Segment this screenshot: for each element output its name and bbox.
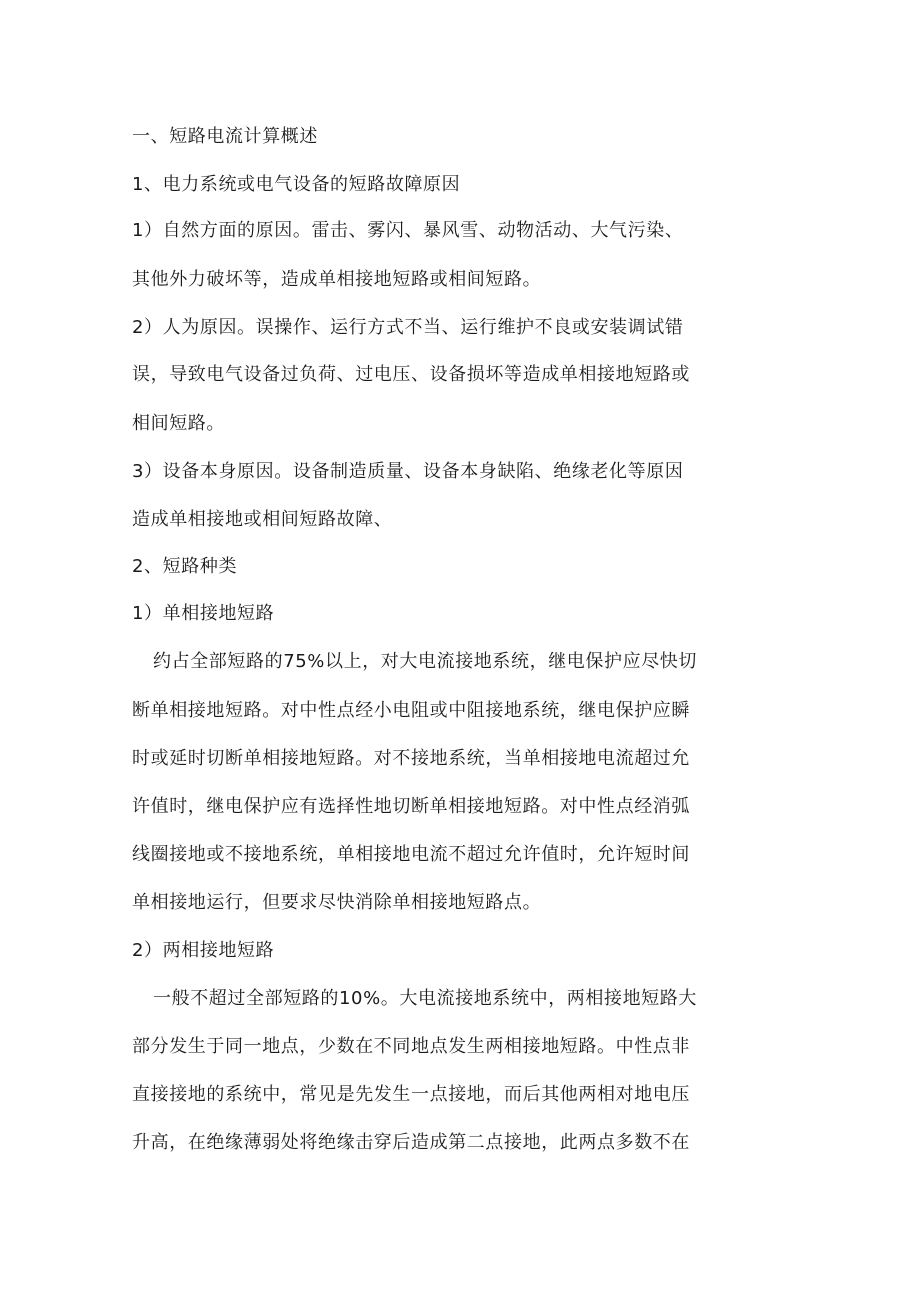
paragraph-line: 一般不超过全部短路的10%。大电流接地系统中，两相接地短路大 <box>153 988 698 1009</box>
paragraph-line: 约占全部短路的75%以上，对大电流接地系统，继电保护应尽快切 <box>153 651 698 672</box>
paragraph-line: 1）自然方面的原因。雷击、雾闪、暴风雪、动物活动、大气污染、 <box>132 220 684 241</box>
subsection-heading: 2）两相接地短路 <box>132 940 275 961</box>
paragraph-line: 误，导致电气设备过负荷、过电压、设备损坏等造成单相接地短路或 <box>132 364 690 385</box>
subsection-heading: 1）单相接地短路 <box>132 603 275 624</box>
paragraph-line: 升高，在绝缘薄弱处将绝缘击穿后造成第二点接地，此两点多数不在 <box>132 1132 690 1153</box>
paragraph-line: 造成单相接地或相间短路故障、 <box>132 509 393 530</box>
paragraph-line: 部分发生于同一地点，少数在不同地点发生两相接地短路。中性点非 <box>132 1036 690 1057</box>
subsection-heading: 1、电力系统或电气设备的短路故障原因 <box>132 174 461 195</box>
paragraph-line: 直接接地的系统中，常见是先发生一点接地，而后其他两相对地电压 <box>132 1084 690 1105</box>
paragraph-line: 线圈接地或不接地系统，单相接地电流不超过允许值时，允许短时间 <box>132 844 690 865</box>
paragraph-line: 单相接地运行，但要求尽快消除单相接地短路点。 <box>132 892 542 913</box>
paragraph-line: 断单相接地短路。对中性点经小电阻或中阻接地系统，继电保护应瞬 <box>132 700 690 721</box>
paragraph-line: 3）设备本身原因。设备制造质量、设备本身缺陷、绝缘老化等原因 <box>132 461 684 482</box>
paragraph-line: 其他外力破坏等，造成单相接地短路或相间短路。 <box>132 269 542 290</box>
paragraph-line: 许值时，继电保护应有选择性地切断单相接地短路。对中性点经消弧 <box>132 796 690 817</box>
paragraph-line: 2）人为原因。误操作、运行方式不当、运行维护不良或安装调试错 <box>132 317 684 338</box>
paragraph-line: 相间短路。 <box>132 413 225 434</box>
subsection-heading: 2、短路种类 <box>132 556 238 577</box>
section-heading: 一、短路电流计算概述 <box>132 126 318 147</box>
paragraph-line: 时或延时切断单相接地短路。对不接地系统，当单相接地电流超过允 <box>132 748 690 769</box>
